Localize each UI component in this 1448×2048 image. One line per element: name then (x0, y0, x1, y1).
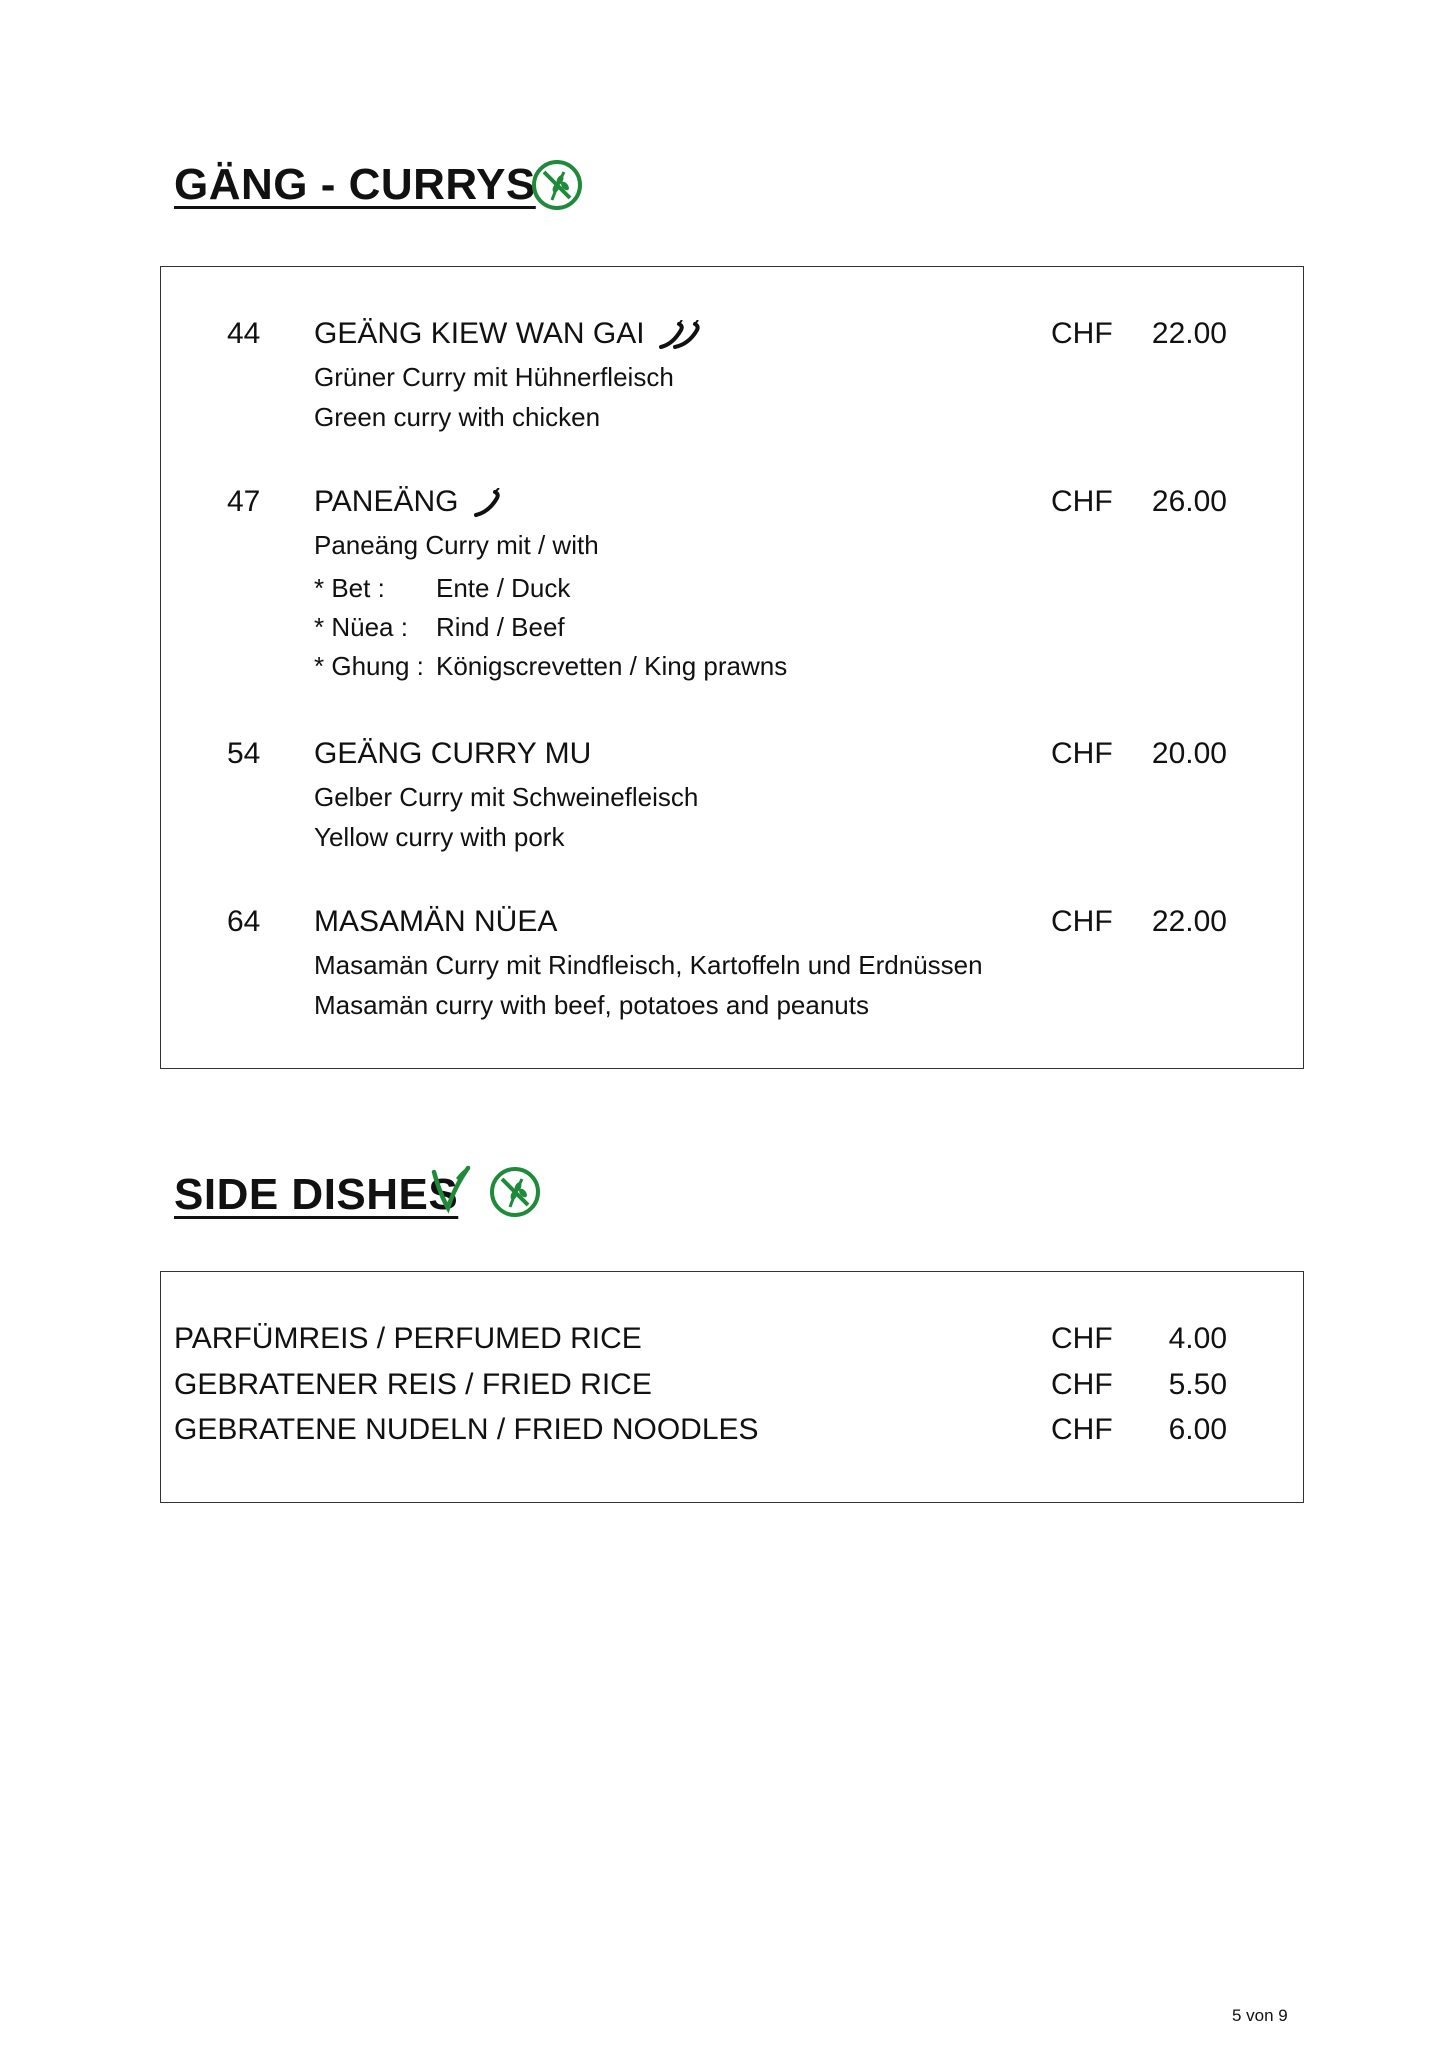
item-name (314, 485, 505, 519)
item-name: MASAMÄN NÜEA (314, 905, 558, 938)
item-number: 54 (227, 737, 261, 770)
item-currency: CHF (1051, 737, 1113, 770)
item-description-en: Yellow curry with pork (314, 822, 565, 852)
option-label: * Nüea : (314, 612, 408, 642)
side-dishes-menu-box (160, 1271, 1304, 1503)
side-dish-price: 5.50 (1168, 1368, 1227, 1401)
side-dish-currency: CHF (1051, 1368, 1113, 1401)
item-currency: CHF (1051, 905, 1113, 938)
item-name (314, 317, 703, 351)
item-price: 22.00 (1151, 317, 1227, 350)
double-chili-icon (659, 320, 703, 350)
item-number: 64 (227, 905, 261, 938)
vegan-icon (430, 1164, 472, 1214)
option-value: Ente / Duck (436, 573, 571, 603)
page-number: 5 von 9 (1232, 2006, 1288, 2025)
item-description-de: Masamän Curry mit Rindfleisch, Kartoffeln und Erdnüssen (314, 950, 983, 980)
item-name: GEÄNG CURRY MU (314, 737, 592, 770)
option-label: * Bet : (314, 573, 385, 603)
item-number: 44 (227, 317, 261, 350)
side-dish-price: 4.00 (1168, 1322, 1227, 1355)
currys-menu-box (160, 266, 1304, 1069)
item-description-de: Grüner Curry mit Hühnerfleisch (314, 362, 674, 392)
item-price: 26.00 (1151, 485, 1227, 518)
item-number: 47 (227, 485, 261, 518)
item-description-en: Green curry with chicken (314, 402, 601, 432)
side-dish-currency: CHF (1051, 1413, 1113, 1446)
item-price: 22.00 (1151, 905, 1227, 938)
option-label: * Ghung : (314, 651, 424, 681)
option-value: Rind / Beef (436, 612, 565, 642)
item-description-en: Masamän curry with beef, potatoes and peanuts (314, 990, 869, 1020)
item-description-de: Paneäng Curry mit / with (314, 530, 599, 560)
gluten-free-icon (488, 1165, 542, 1219)
gluten-free-icon (530, 158, 584, 212)
item-name-text: PANEÄNG (314, 485, 459, 518)
currys-section-title: GÄNG - CURRYS (174, 160, 536, 209)
option-value: Königscrevetten / King prawns (436, 651, 788, 681)
side-dish-name: GEBRATENE NUDELN / FRIED NOODLES (174, 1413, 759, 1446)
side-dishes-section-title: SIDE DISHES (174, 1170, 459, 1219)
side-dish-price: 6.00 (1168, 1413, 1227, 1446)
chili-icon (473, 488, 505, 518)
item-description-de: Gelber Curry mit Schweinefleisch (314, 782, 699, 812)
side-dish-currency: CHF (1051, 1322, 1113, 1355)
item-currency: CHF (1051, 317, 1113, 350)
side-dish-name: PARFÜMREIS / PERFUMED RICE (174, 1322, 642, 1355)
side-dish-name: GEBRATENER REIS / FRIED RICE (174, 1368, 652, 1401)
item-price: 20.00 (1151, 737, 1227, 770)
item-name-text: GEÄNG KIEW WAN GAI (314, 317, 645, 350)
item-currency: CHF (1051, 485, 1113, 518)
